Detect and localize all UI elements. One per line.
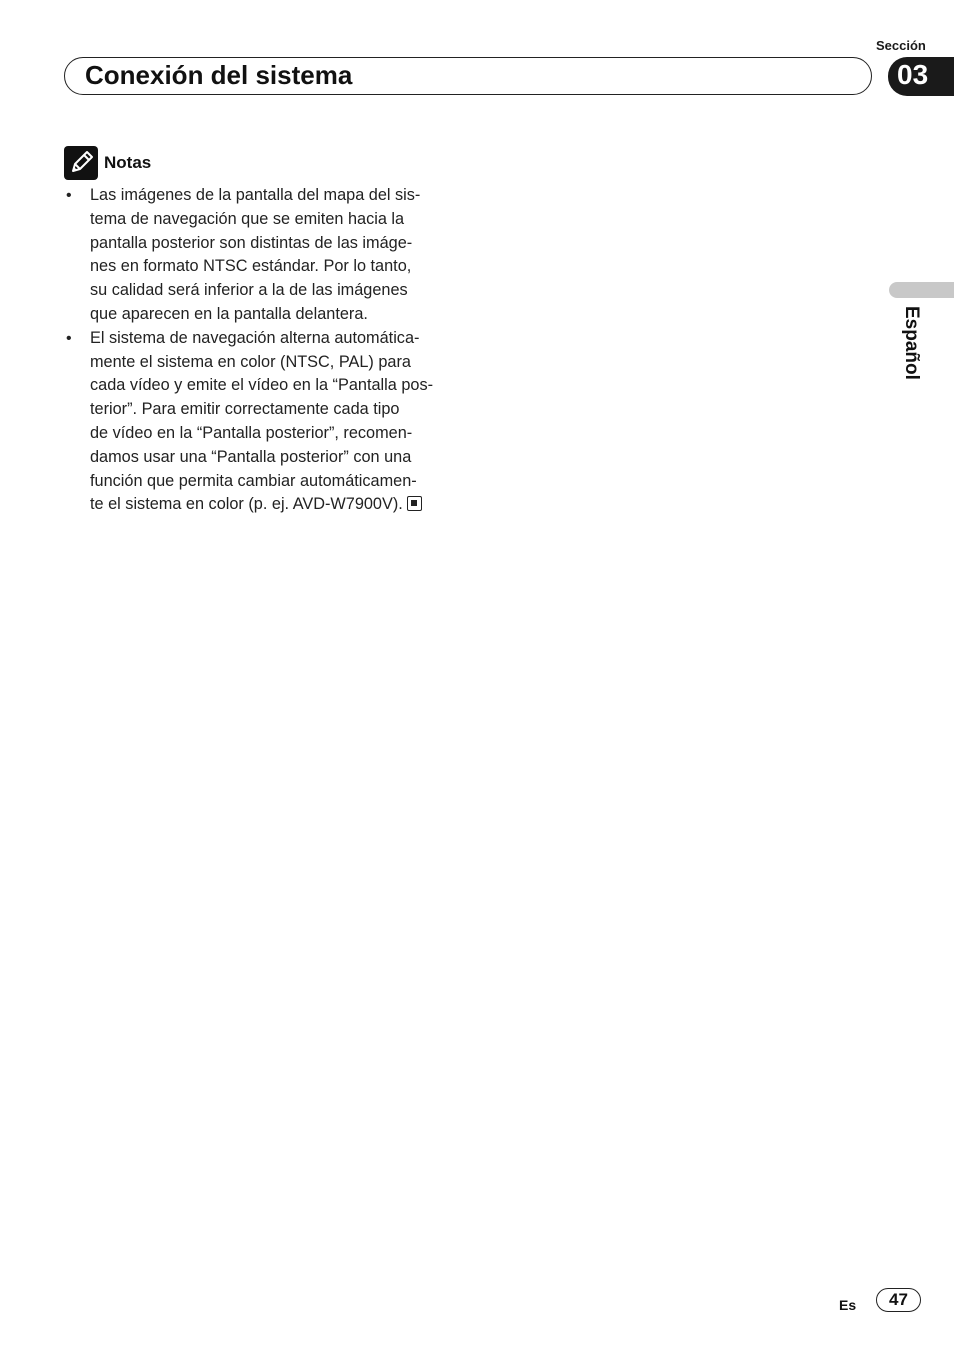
- list-item: [64, 327, 454, 517]
- text-line: • El sistema de navegación alterna automática-: [90, 328, 420, 347]
- notes-title: Notas: [104, 153, 152, 172]
- text-line: su calidad será inferior a la de las imágenes: [90, 281, 408, 300]
- text-line-last: [90, 493, 454, 517]
- section-label: Sección: [876, 38, 926, 53]
- language-label: Español: [901, 306, 922, 380]
- text-line: terior”. Para emitir correctamente cada tipo: [90, 400, 400, 419]
- section-number-tab: [888, 57, 954, 96]
- text-line: pantalla posterior son distintas de las imáge-: [90, 233, 413, 252]
- text-line: tema de navegación que se emiten hacia la: [90, 209, 405, 228]
- footer-language-code: Es: [839, 1297, 857, 1313]
- text-line: mente el sistema en color (NTSC, PAL) para: [90, 352, 411, 371]
- text-line: • Las imágenes de la pantalla del mapa del sis-: [90, 186, 421, 204]
- text-line: de vídeo en la “Pantalla posterior”, recomen-: [90, 423, 413, 442]
- text-line: te el sistema en color (p. ej. AVD-W7900V).: [90, 495, 403, 514]
- page-title: Conexión del sistema: [85, 60, 353, 90]
- notes-list: [64, 184, 454, 517]
- text-line: que aparecen en la pantalla delantera.: [90, 304, 368, 323]
- page-number: 47: [876, 1288, 921, 1312]
- chapter-header: [64, 57, 872, 95]
- end-mark-icon: [407, 496, 422, 511]
- section-number: 03: [897, 59, 929, 90]
- pencil-note-icon: [64, 146, 98, 180]
- text-line: función que permita cambiar automáticamen-: [90, 471, 417, 490]
- text-line: nes en formato NTSC estándar. Por lo tanto,: [90, 257, 412, 276]
- language-tab-marker: [889, 282, 954, 298]
- text-line: damos usar una “Pantalla posterior” con una: [90, 447, 412, 466]
- list-item: [64, 184, 454, 327]
- text-line: cada vídeo y emite el vídeo en la “Pantalla pos-: [90, 376, 434, 395]
- notes-heading: [64, 146, 151, 180]
